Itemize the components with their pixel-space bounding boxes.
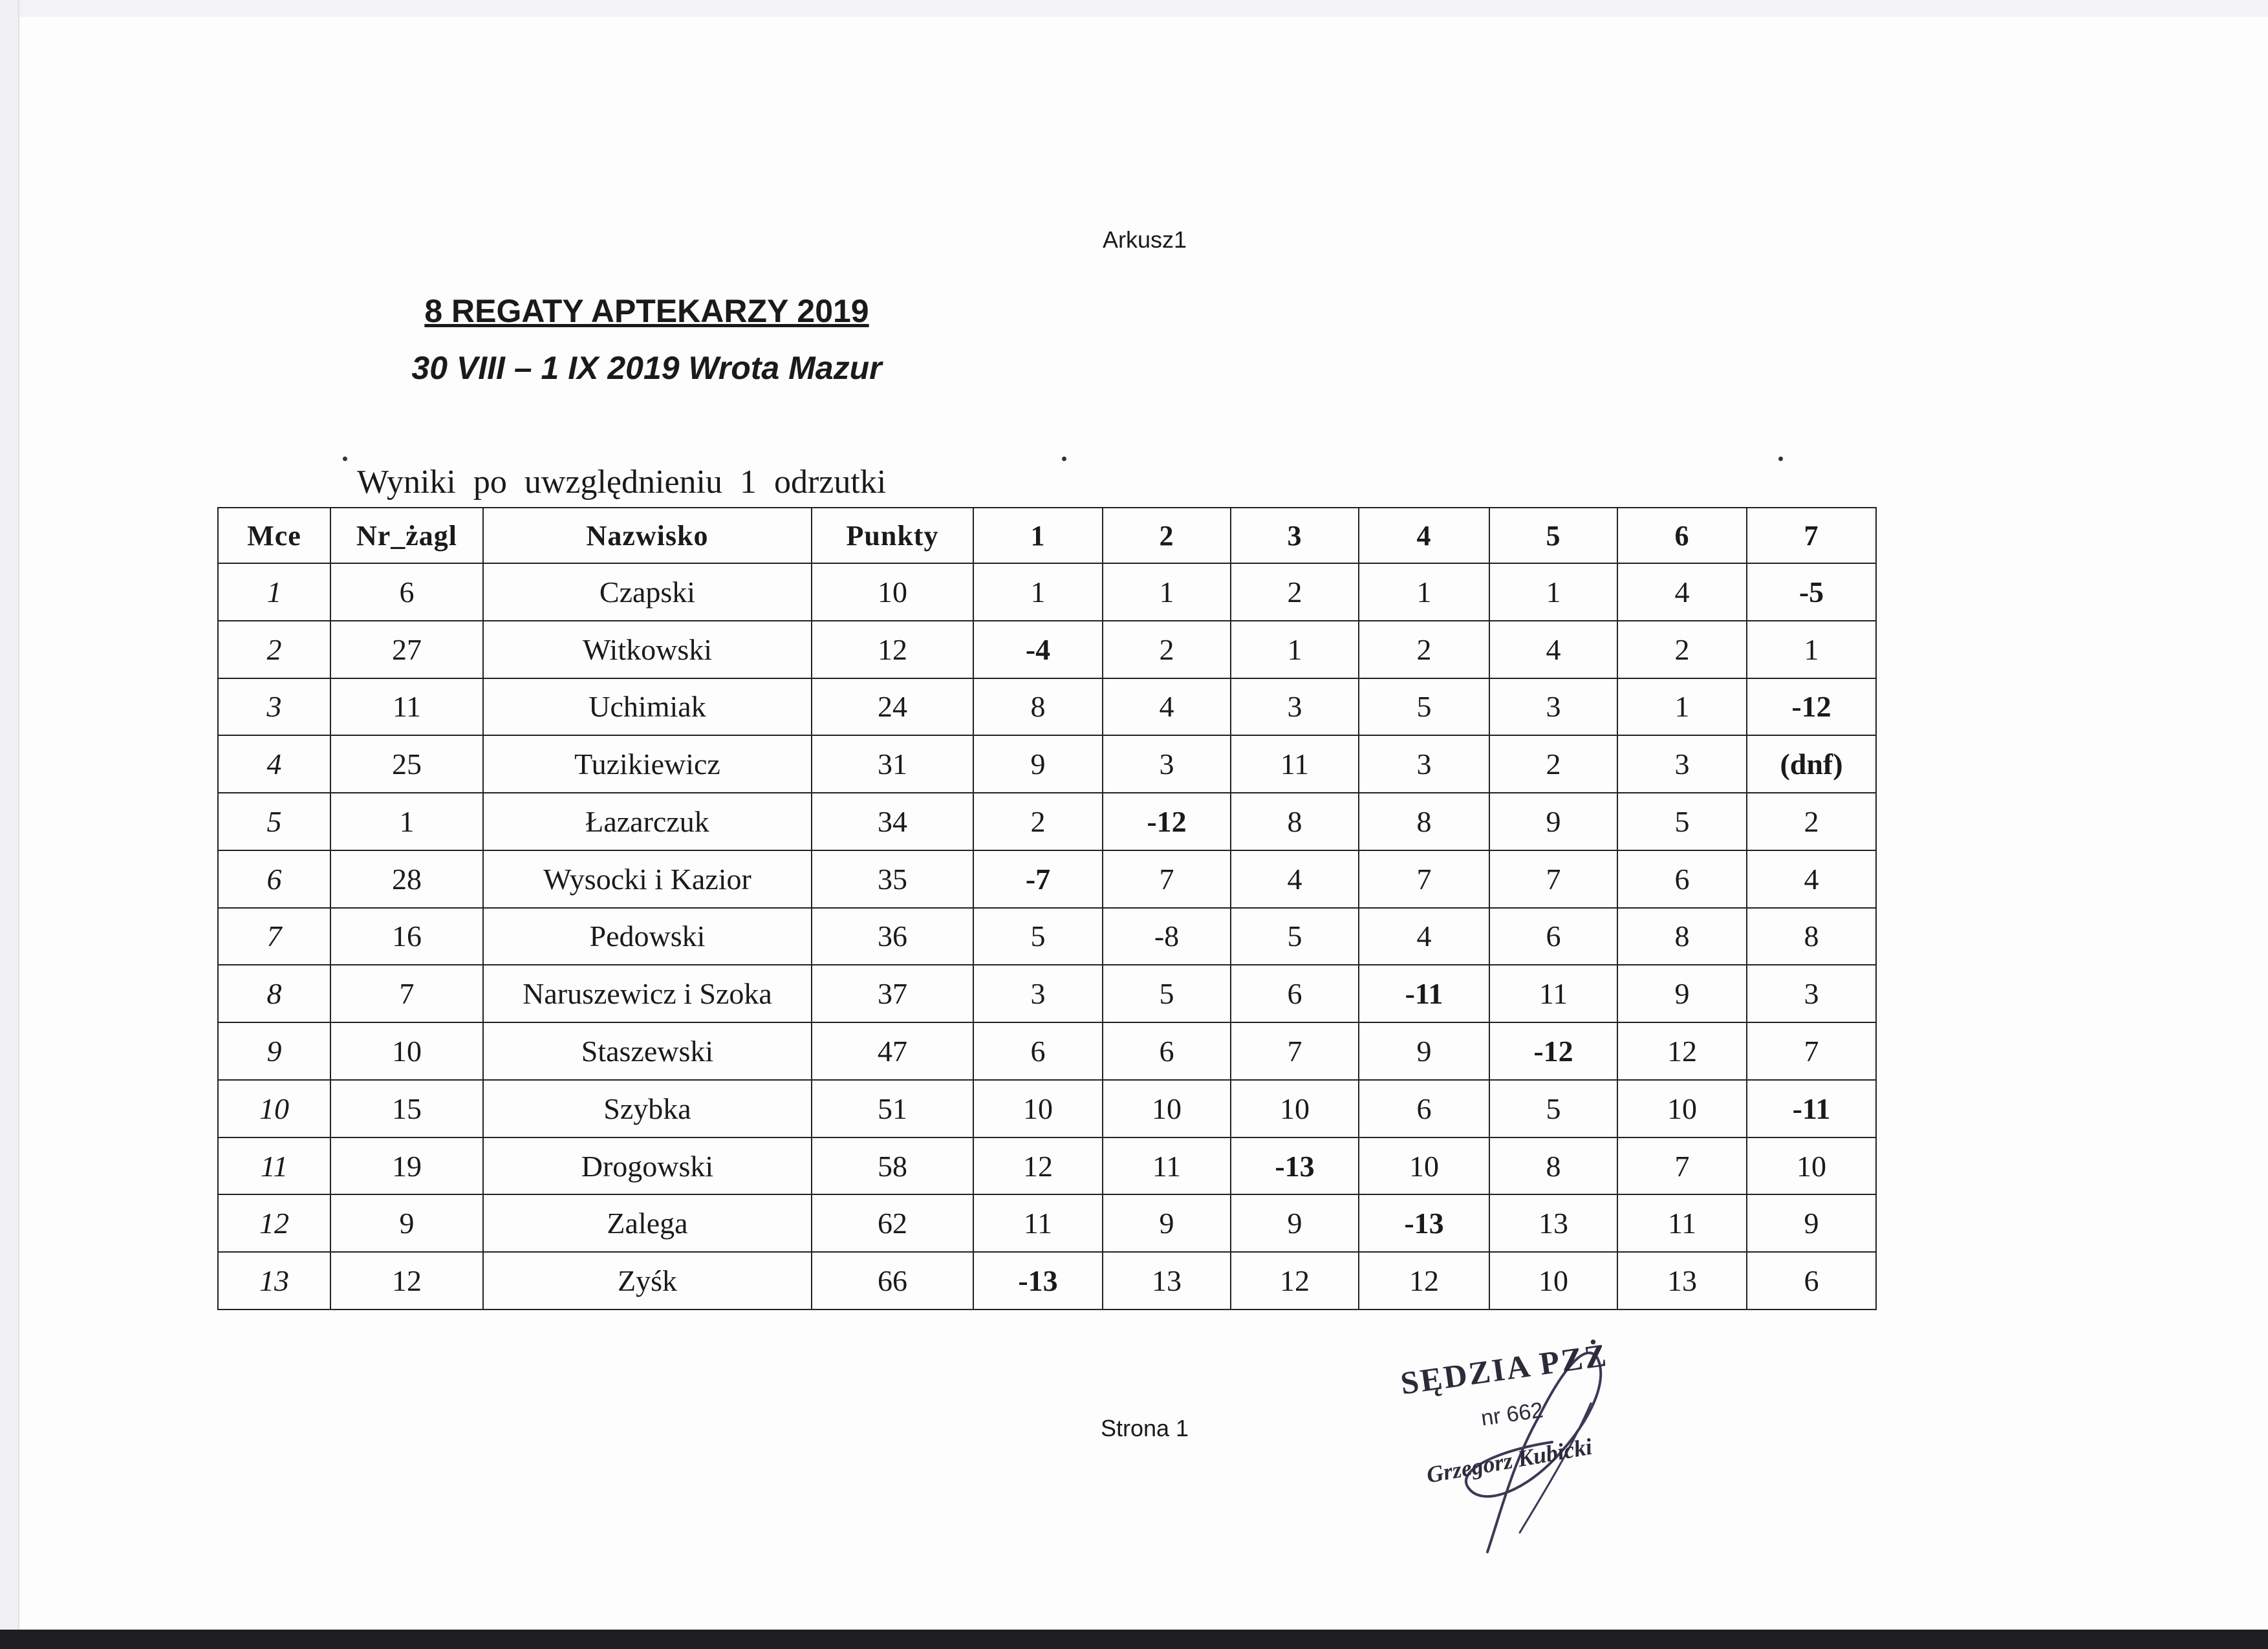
document-title: 8 REGATY APTEKARZY 2019 bbox=[424, 293, 869, 329]
table-cell: 10 bbox=[1747, 1137, 1876, 1195]
table-cell: 11 bbox=[1231, 735, 1359, 793]
table-cell: 12 bbox=[973, 1137, 1103, 1195]
table-cell: 9 bbox=[1747, 1194, 1876, 1252]
table-cell: Tuzikiewicz bbox=[483, 735, 812, 793]
scan-dot bbox=[1062, 457, 1066, 461]
table-cell: 25 bbox=[330, 735, 483, 793]
scan-edge-bottom bbox=[0, 1630, 2268, 1649]
table-cell: 5 bbox=[1103, 965, 1231, 1022]
table-cell: 9 bbox=[1231, 1194, 1359, 1252]
table-cell: 13 bbox=[1103, 1252, 1231, 1310]
table-cell: 6 bbox=[973, 1022, 1103, 1080]
table-header-row bbox=[218, 508, 1876, 563]
table-cell: 3 bbox=[1231, 678, 1359, 736]
table-cell: 10 bbox=[812, 563, 973, 621]
table-cell: 3 bbox=[1747, 965, 1876, 1022]
column-header: Mce bbox=[218, 508, 330, 563]
table-cell: 1 bbox=[1231, 621, 1359, 678]
table-row bbox=[218, 563, 1876, 621]
table-cell: 3 bbox=[218, 678, 330, 736]
table-cell: 7 bbox=[1617, 1137, 1747, 1195]
table-cell: 36 bbox=[812, 908, 973, 965]
table-cell: 7 bbox=[1359, 850, 1489, 908]
table-cell: 15 bbox=[330, 1080, 483, 1137]
table-cell: 7 bbox=[1231, 1022, 1359, 1080]
column-header: Punkty bbox=[812, 508, 973, 563]
table-row bbox=[218, 793, 1876, 850]
table-cell: 6 bbox=[330, 563, 483, 621]
table-cell: 6 bbox=[218, 850, 330, 908]
table-row bbox=[218, 850, 1876, 908]
table-cell: 8 bbox=[1489, 1137, 1617, 1195]
column-header: 1 bbox=[973, 508, 1103, 563]
table-cell: 4 bbox=[218, 735, 330, 793]
table-cell: Wysocki i Kazior bbox=[483, 850, 812, 908]
table-cell: 2 bbox=[1359, 621, 1489, 678]
table-cell: -13 bbox=[973, 1252, 1103, 1310]
table-cell: 11 bbox=[330, 678, 483, 736]
column-header: 2 bbox=[1103, 508, 1231, 563]
table-cell: 5 bbox=[218, 793, 330, 850]
table-cell: 28 bbox=[330, 850, 483, 908]
table-cell: 6 bbox=[1103, 1022, 1231, 1080]
results-table bbox=[217, 507, 1877, 1310]
table-row bbox=[218, 1080, 1876, 1137]
table-cell: Zyśk bbox=[483, 1252, 812, 1310]
table-cell: 19 bbox=[330, 1137, 483, 1195]
table-cell: 10 bbox=[973, 1080, 1103, 1137]
table-cell: 9 bbox=[1617, 965, 1747, 1022]
table-cell: 1 bbox=[1359, 563, 1489, 621]
table-cell: 62 bbox=[812, 1194, 973, 1252]
table-cell: 1 bbox=[1747, 621, 1876, 678]
table-cell: -12 bbox=[1747, 678, 1876, 736]
table-cell: 5 bbox=[1617, 793, 1747, 850]
stamp-name: Grzegorz Kubicki bbox=[1424, 1433, 1594, 1489]
table-cell: Naruszewicz i Szoka bbox=[483, 965, 812, 1022]
table-cell: 3 bbox=[973, 965, 1103, 1022]
table-cell: 8 bbox=[218, 965, 330, 1022]
table-cell: 7 bbox=[1103, 850, 1231, 908]
table-cell: -12 bbox=[1103, 793, 1231, 850]
table-cell: (dnf) bbox=[1747, 735, 1876, 793]
table-cell: -8 bbox=[1103, 908, 1231, 965]
table-cell: 9 bbox=[1489, 793, 1617, 850]
table-cell: -11 bbox=[1359, 965, 1489, 1022]
table-cell: 24 bbox=[812, 678, 973, 736]
table-cell: 8 bbox=[1617, 908, 1747, 965]
table-cell: 11 bbox=[218, 1137, 330, 1195]
table-cell: 2 bbox=[218, 621, 330, 678]
table-cell: 1 bbox=[218, 563, 330, 621]
table-cell: Uchimiak bbox=[483, 678, 812, 736]
table-cell: 11 bbox=[973, 1194, 1103, 1252]
table-body bbox=[218, 563, 1876, 1310]
table-cell: 13 bbox=[218, 1252, 330, 1310]
table-cell: 10 bbox=[218, 1080, 330, 1137]
scan-dot bbox=[343, 457, 347, 461]
table-cell: Pedowski bbox=[483, 908, 812, 965]
table-cell: Łazarczuk bbox=[483, 793, 812, 850]
table-cell: 12 bbox=[330, 1252, 483, 1310]
table-cell: 11 bbox=[1617, 1194, 1747, 1252]
table-cell: 7 bbox=[218, 908, 330, 965]
table-cell: -13 bbox=[1231, 1137, 1359, 1195]
table-cell: 47 bbox=[812, 1022, 973, 1080]
table-cell: 1 bbox=[973, 563, 1103, 621]
column-header: Nr_żagl bbox=[330, 508, 483, 563]
table-cell: 5 bbox=[1359, 678, 1489, 736]
table-cell: 13 bbox=[1489, 1194, 1617, 1252]
table-row bbox=[218, 1022, 1876, 1080]
table-cell: -7 bbox=[973, 850, 1103, 908]
table-cell: 10 bbox=[330, 1022, 483, 1080]
stamp-number: nr 662 bbox=[1479, 1397, 1545, 1431]
table-row bbox=[218, 908, 1876, 965]
table-cell: 2 bbox=[1617, 621, 1747, 678]
table-cell: 11 bbox=[1489, 965, 1617, 1022]
scan-dot bbox=[1778, 457, 1783, 461]
table-cell: 3 bbox=[1103, 735, 1231, 793]
results-caption: Wyniki po uwzględnieniu 1 odrzutki bbox=[357, 464, 887, 501]
table-cell: 7 bbox=[1489, 850, 1617, 908]
scan-edge-left bbox=[0, 0, 19, 1649]
table-row bbox=[218, 735, 1876, 793]
table-cell: 4 bbox=[1231, 850, 1359, 908]
table-cell: 8 bbox=[1359, 793, 1489, 850]
table-cell: 2 bbox=[973, 793, 1103, 850]
table-cell: 13 bbox=[1617, 1252, 1747, 1310]
table-cell: 9 bbox=[1103, 1194, 1231, 1252]
column-header: 7 bbox=[1747, 508, 1876, 563]
table-cell: 10 bbox=[1617, 1080, 1747, 1137]
table-cell: 12 bbox=[1231, 1252, 1359, 1310]
table-cell: 9 bbox=[330, 1194, 483, 1252]
table-cell: 4 bbox=[1103, 678, 1231, 736]
table-cell: 12 bbox=[812, 621, 973, 678]
table-cell: 10 bbox=[1359, 1137, 1489, 1195]
table-cell: 12 bbox=[1617, 1022, 1747, 1080]
scan-edge-top bbox=[0, 0, 2268, 17]
table-cell: 11 bbox=[1103, 1137, 1231, 1195]
table-row bbox=[218, 678, 1876, 736]
table-cell: 4 bbox=[1359, 908, 1489, 965]
table-cell: 27 bbox=[330, 621, 483, 678]
table-cell: -13 bbox=[1359, 1194, 1489, 1252]
table-cell: Staszewski bbox=[483, 1022, 812, 1080]
page-footer: Strona 1 bbox=[1100, 1415, 1189, 1441]
table-cell: 3 bbox=[1617, 735, 1747, 793]
table-cell: 6 bbox=[1359, 1080, 1489, 1137]
table-cell: 8 bbox=[1747, 908, 1876, 965]
table-cell: 9 bbox=[973, 735, 1103, 793]
column-header: 6 bbox=[1617, 508, 1747, 563]
table-cell: 2 bbox=[1489, 735, 1617, 793]
table-cell: 4 bbox=[1747, 850, 1876, 908]
table-cell: 31 bbox=[812, 735, 973, 793]
table-cell: -11 bbox=[1747, 1080, 1876, 1137]
table-cell: 6 bbox=[1617, 850, 1747, 908]
table-cell: 2 bbox=[1231, 563, 1359, 621]
table-cell: 8 bbox=[973, 678, 1103, 736]
sheet-label: Arkusz1 bbox=[1102, 226, 1187, 253]
table-row bbox=[218, 621, 1876, 678]
table-cell: 10 bbox=[1103, 1080, 1231, 1137]
table-cell: 6 bbox=[1489, 908, 1617, 965]
table-row bbox=[218, 1252, 1876, 1310]
table-cell: 58 bbox=[812, 1137, 973, 1195]
table-cell: Witkowski bbox=[483, 621, 812, 678]
table-cell: Zalega bbox=[483, 1194, 812, 1252]
table-row bbox=[218, 1194, 1876, 1252]
stamp-title: SĘDZIA PZŻ bbox=[1398, 1336, 1610, 1402]
table-cell: 1 bbox=[1489, 563, 1617, 621]
table-cell: 5 bbox=[1231, 908, 1359, 965]
table-cell: 1 bbox=[1617, 678, 1747, 736]
table-cell: 7 bbox=[1747, 1022, 1876, 1080]
table-cell: 9 bbox=[1359, 1022, 1489, 1080]
table-cell: Drogowski bbox=[483, 1137, 812, 1195]
table-cell: 2 bbox=[1747, 793, 1876, 850]
table-cell: 5 bbox=[973, 908, 1103, 965]
table-row bbox=[218, 1137, 1876, 1195]
column-header: Nazwisko bbox=[483, 508, 812, 563]
table-cell: 5 bbox=[1489, 1080, 1617, 1137]
column-header: 5 bbox=[1489, 508, 1617, 563]
table-cell: 6 bbox=[1231, 965, 1359, 1022]
table-cell: 10 bbox=[1231, 1080, 1359, 1137]
table-cell: 3 bbox=[1489, 678, 1617, 736]
table-cell: 6 bbox=[1747, 1252, 1876, 1310]
table-cell: 8 bbox=[1231, 793, 1359, 850]
table-cell: 35 bbox=[812, 850, 973, 908]
table-cell: 9 bbox=[218, 1022, 330, 1080]
table-cell: Szybka bbox=[483, 1080, 812, 1137]
table-cell: 1 bbox=[1103, 563, 1231, 621]
table-cell: -12 bbox=[1489, 1022, 1617, 1080]
column-header: 3 bbox=[1231, 508, 1359, 563]
table-row bbox=[218, 965, 1876, 1022]
table-cell: -4 bbox=[973, 621, 1103, 678]
table-cell: 3 bbox=[1359, 735, 1489, 793]
table-cell: 34 bbox=[812, 793, 973, 850]
table-cell: -5 bbox=[1747, 563, 1876, 621]
table-cell: 2 bbox=[1103, 621, 1231, 678]
table-cell: 12 bbox=[1359, 1252, 1489, 1310]
table-cell: 37 bbox=[812, 965, 973, 1022]
table-cell: 4 bbox=[1617, 563, 1747, 621]
document-subtitle: 30 VIII – 1 IX 2019 Wrota Mazur bbox=[411, 350, 882, 386]
table-cell: 66 bbox=[812, 1252, 973, 1310]
table-cell: Czapski bbox=[483, 563, 812, 621]
table-cell: 4 bbox=[1489, 621, 1617, 678]
table-cell: 12 bbox=[218, 1194, 330, 1252]
table-cell: 7 bbox=[330, 965, 483, 1022]
table-cell: 51 bbox=[812, 1080, 973, 1137]
column-header: 4 bbox=[1359, 508, 1489, 563]
table-cell: 16 bbox=[330, 908, 483, 965]
table-cell: 10 bbox=[1489, 1252, 1617, 1310]
table-cell: 1 bbox=[330, 793, 483, 850]
